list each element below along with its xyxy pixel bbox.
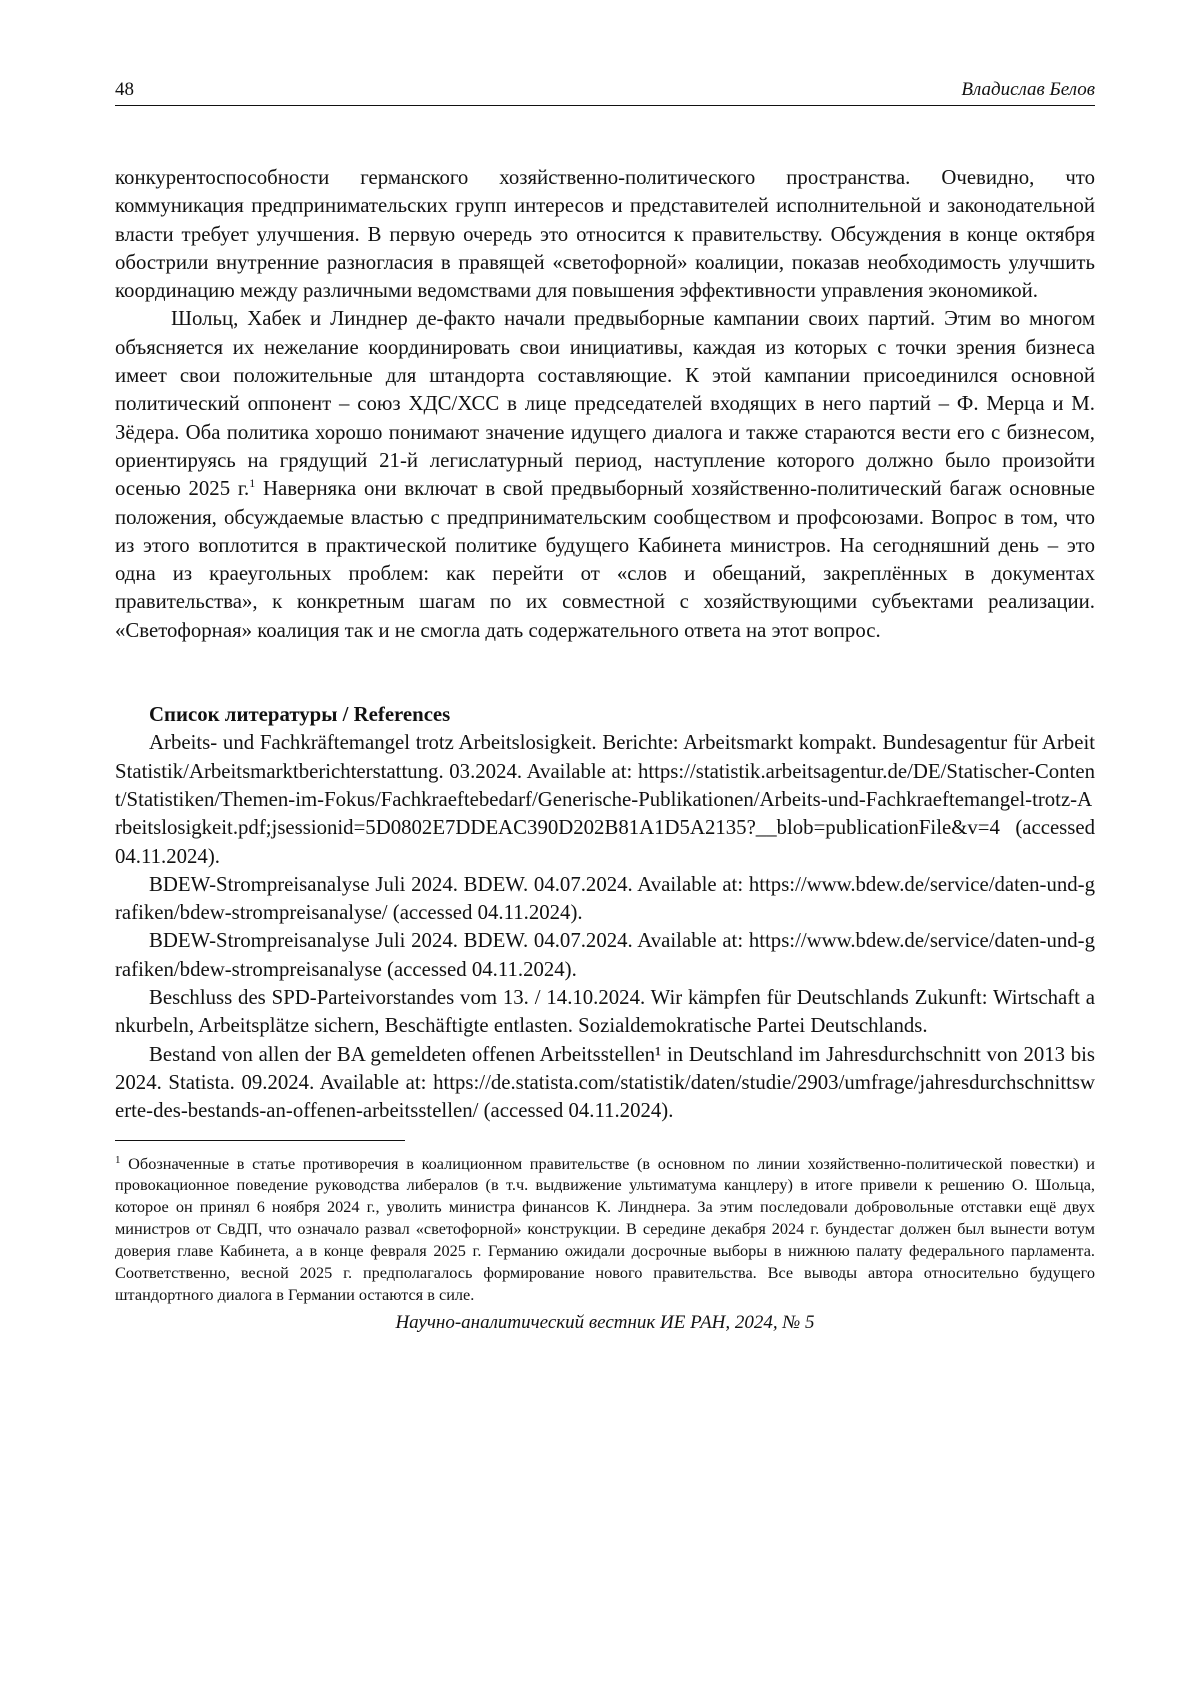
footnote-divider <box>115 1140 405 1141</box>
paragraph-text: Шольц, Хабек и Линднер де-факто начали предвыборные кампании своих партий. Этим во многом объясняется их нежелание координировать свои инициативы, каждая из которых с точки зрения бизнеса имеет свои положительные для штандорта составляющие. К этой кампании присоединился основной политический оппонент – союз ХДС/ХСС в лице председателей входящих в него партий – Ф. Мерца и М. Зёдера. Оба политика хорошо понимают значение идущего диалога и также стараются вести его с бизнесом, ориентируясь на грядущий 21-й легислатурный период, наступление которого должно было произойти осенью 2025 г. <box>115 307 1095 501</box>
paragraph: конкурентоспособности германского хозяйственно-политического пространства. Очевидно, что коммуникация предпринимательских групп интересов и представителей исполнительной и законодательной власти требует улучшения. В первую очередь это относится к правительству. Обсуждения в конце октября обострили внутренние разногласия в правящей «светофорной» коалиции, показав необходимость улучшить координацию между различными ведомствами для повышения эффективности управления экономикой. <box>115 166 1095 303</box>
reference-item: Arbeits- und Fachkräftemangel trotz Arbeitslosigkeit. Berichte: Arbeitsmarkt kompakt. Bundesagentur für Arbeit Statistik/Arbeitsmarktberichterstattung. 03.2024. Available at: https://statistik.arbeitsagentur.de/DE/Statischer-Content/Statistiken/Themen-im-Fokus/Fachkraeftebedarf/Generische-Publikationen/Arbeits-und-Fachkraeftemangel-trotz-Arbeitslosigkeit.pdf;jsessionid=5D0802E7DDEAC390D202B81A1D5A2135?__blob=publicationFile&v=4 (accessed 04.11.2024). <box>115 731 1095 868</box>
journal-footer: Научно-аналитический вестник ИЕ РАН, 2024, № 5 <box>395 1311 815 1333</box>
footnote-text: Обозначенные в статье противоречия в коалиционном правительстве (в основном по линии хозяйственно-политической повестки) и провокационное поведение руководства либералов (в т.ч. выдвижение ультиматума канцлеру) в итоге привели к решению О. Шольца, которое он принял 6 ноября 2024 г., уволить министра финансов К. Линднера. За этим последовали добровольные отставки ещё двух министров от СвДП, что означало развал «светофорной» конструкции. В середине декабря 2024 г. бундестаг должен был вынести вотум доверия главе Кабинета, а в конце февраля 2025 г. Германию ожидали досрочные выборы в нижнюю палату федерального парламента. Соответственно, весной 2025 г. предполагалось формирование нового правительства. Все выводы автора относительно будущего штандортного диалога в Германии остаются в силе. <box>115 1153 1095 1304</box>
reference-item: BDEW-Strompreisanalyse Juli 2024. BDEW. 04.07.2024. Available at: https://www.bdew.de/service/daten-und-grafiken/bdew-strompreisanalyse/ (accessed 04.11.2024). <box>115 872 1095 925</box>
running-header <box>115 80 1095 106</box>
footnote-number: 1 <box>115 1153 121 1166</box>
references-section <box>115 701 1095 1125</box>
body-text <box>115 164 1095 645</box>
page-number: 48 <box>115 79 134 100</box>
reference-item: BDEW-Strompreisanalyse Juli 2024. BDEW. 04.07.2024. Available at: https://www.bdew.de/service/daten-und-grafiken/bdew-strompreisanalyse (accessed 04.11.2024). <box>115 929 1095 981</box>
page <box>115 80 1095 1334</box>
paragraph <box>115 305 1095 645</box>
reference-item: Beschluss des SPD-Parteivorstandes vom 13. / 14.10.2024. Wir kämpfen für Deutschlands Zukunft: Wirtschaft ankurbeln, Arbeitsplätze sichern, Beschäftigte entlasten. Sozialdemokratische Partei Deutschlands. <box>115 986 1095 1038</box>
footnote-marker: 1 <box>249 476 256 491</box>
author-name: Владислав Белов <box>961 79 1095 100</box>
references-title: Список литературы / References <box>149 703 451 727</box>
reference-item: Bestand von allen der BA gemeldeten offenen Arbeitsstellen¹ in Deutschland im Jahresdurchschnitt von 2013 bis 2024. Statista. 09.2024. Available at: https://de.statista.com/statistik/daten/studie/2903/umfrage/jahresdurchschnittswerte-des-bestands-an-offenen-arbeitsstellen/ (accessed 04.11.2024). <box>115 1042 1095 1123</box>
paragraph-text: Наверняка они включат в свой предвыборный хозяйственно-политический багаж основные положения, обсуждаемые властью с предпринимательским сообществом и профсоюзами. Вопрос в том, что из этого воплотится в практической политике будущего Кабинета министров. На сегодняшний день – это одна из краеугольных проблем: как перейти от «слов и обещаний, закреплённых в документах правительства», к конкретным шагам по их совместной с хозяйствующими субъектами реализации. «Светофорная» коалиция так и не смогла дать содержательного ответа на этот вопрос. <box>115 477 1095 642</box>
footnote <box>115 1153 1095 1306</box>
